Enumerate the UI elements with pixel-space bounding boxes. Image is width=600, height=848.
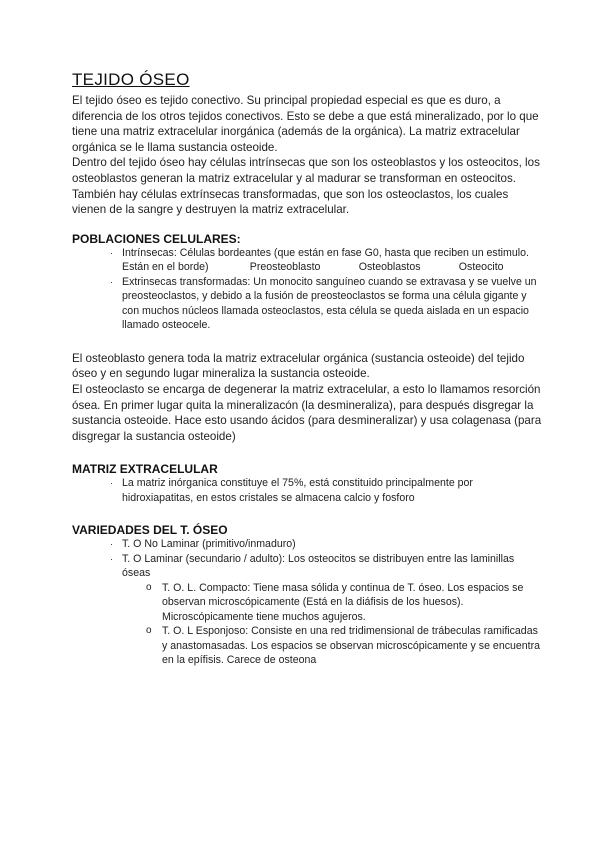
variedades-sublist bbox=[72, 581, 542, 668]
bullet-dot-icon: · bbox=[110, 553, 113, 564]
list-item bbox=[72, 537, 542, 552]
matriz-list bbox=[72, 476, 542, 505]
list-item-text: La matriz inórganica constituye el 75%, está constituido principalmente por hidroxiapatitas, en estos cristales se almacena calcio y fosforo bbox=[122, 477, 473, 504]
section-heading-poblaciones: POBLACIONES CELULARES: bbox=[72, 231, 241, 246]
list-item bbox=[72, 624, 542, 668]
list-item-text: Intrínsecas: Células bordeantes (que están en fase G0, hasta que reciben un estimulo. Están en el borde) Preosteoblasto Osteoblastos Osteocito bbox=[122, 246, 532, 274]
list-item-text: T. O Laminar (secundario / adulto): Los osteocitos se distribuyen entre las laminillas óseas bbox=[122, 552, 515, 580]
section-heading-variedades: VARIEDADES DEL T. ÓSEO bbox=[72, 523, 228, 538]
list-item-text: Extrinsecas transformadas: Un monocito sanguíneo cuando se extravasa y se vuelve un preosteoclastos, y debido a la fusión de preosteoclastos se forma una célula gigante y con muchos núcleos llamada osteoclastos, esta célula se queda aislada en un espacio llamado osteocele. bbox=[122, 275, 537, 332]
list-item bbox=[72, 476, 542, 505]
list-item bbox=[72, 246, 542, 275]
document-page bbox=[72, 70, 542, 668]
bullet-dot-icon: · bbox=[110, 478, 113, 489]
list-item bbox=[72, 581, 542, 625]
list-item-text: T. O No Laminar (primitivo/inmaduro) bbox=[122, 538, 296, 551]
intro-paragraph-1: El tejido óseo es tejido conectivo. Su principal propiedad especial es que es duro, a diferencia de los otros tejidos conectivos. Esto se debe a que está mineralizado, por lo que tiene una matriz extracelular inorgánica (además de la orgánica). La matriz extracelular orgánica se le llama sustancia osteoide. bbox=[72, 94, 539, 154]
list-item-text: T. O. L Esponjoso: Consiste en una red tridimensional de trábeculas ramificadas y anastomasadas. Los espacios se observan microscópicamente y se encuentra en la epífisis. Carece de osteona bbox=[162, 625, 541, 667]
bullet-dot-icon: · bbox=[110, 247, 113, 258]
bullet-dot-icon: · bbox=[110, 539, 113, 550]
middle-paragraph-2: El osteoclasto se encarga de degenerar la matriz extracelular, a esto lo llamamos resorción ósea. En primer lugar quita la mineralizacón (la desmineraliza), para después disgregar la sustancia osteoide. Hace esto usando ácidos (para desmineralizar) y usa colagenasa (para disgregar la sustancia osteoide) bbox=[72, 382, 542, 443]
section-heading-matriz: MATRIZ EXTRACELULAR bbox=[72, 462, 218, 477]
variedades-list bbox=[72, 537, 542, 581]
bullet-circle-icon: o bbox=[146, 581, 152, 593]
list-item bbox=[72, 552, 542, 581]
poblaciones-list bbox=[72, 246, 542, 333]
document-title: TEJIDO ÓSEO bbox=[72, 70, 190, 89]
intro-paragraph-2: Dentro del tejido óseo hay células intrínsecas que son los osteoblastos y los osteocitos, los osteoblastos generan la matriz extracelular y al madurar se transforman en osteocitos. También hay células extrínsecas transformadas, que son los osteoclastos, los cuales vienen de la sangre y destruyen la matriz extracelular. bbox=[72, 156, 540, 217]
middle-paragraph-1: El osteoblasto genera toda la matriz extracelular orgánica (sustancia osteoide) del tejido óseo y en segundo lugar mineraliza la sustancia osteoide. bbox=[72, 351, 525, 381]
list-item-text: T. O. L. Compacto: Tiene masa sólida y continua de T. óseo. Los espacios se observan microscópicamente (Está en la diáfisis de los huesos). Microscópicamente tiene muchos agujeros. bbox=[162, 581, 524, 623]
bullet-circle-icon: o bbox=[146, 625, 152, 637]
list-item bbox=[72, 275, 542, 333]
bullet-dot-icon: · bbox=[110, 276, 113, 287]
